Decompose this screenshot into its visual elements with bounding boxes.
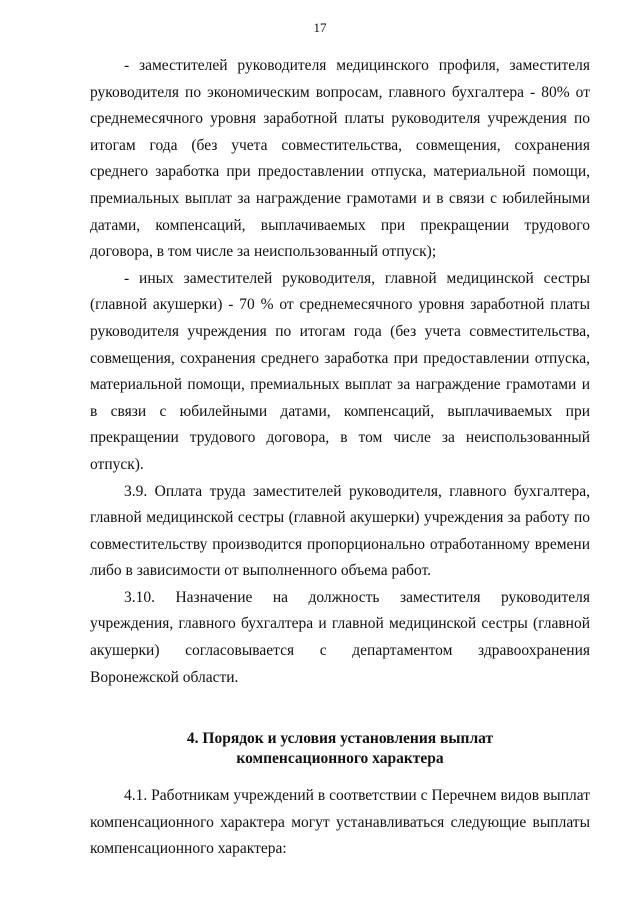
paragraph-other-deputies: - иных заместителей руководителя, главной медицинской сестры (главной акушерки) - 70 % от среднемесячного уровня заработной платы руководителя учреждения по итогам года (без учета совместительства, совмещения, сохранения среднего заработка при предоставлении отпуска, материальной помощи, премиальных выплат за награждение грамотами и в связи с юбилейными датами, компенсаций, выплачиваемых при прекращении трудового договора, в том числе за неиспользованный отпуск).: [90, 269, 590, 473]
page-number: 17: [313, 20, 327, 35]
section-4-heading: [90, 729, 590, 769]
section-4-heading-line-2: компенсационного характера: [236, 750, 444, 768]
paragraph-3-9: 3.9. Оплата труда заместителей руководителя, главного бухгалтера, главной медицинской сестры (главной акушерки) учреждения за работу по совместительству производится пропорционально отработанному времени либо в зависимости от выполненного объема работ.: [90, 482, 590, 580]
paragraph-deputies-medical-profile: - заместителей руководителя медицинского профиля, заместителя руководителя по экономическим вопросам, главного бухгалтера - 80% от среднемесячного уровня заработной платы руководителя учреждения по итогам года (без учета совместительства, совмещения, сохранения среднего заработка при предоставлении отпуска, материальной помощи, премиальных выплат за награждение грамотами и в связи с юбилейными датами, компенсаций, выплачиваемых при прекращении трудового договора, в том числе за неиспользованный отпуск);: [90, 57, 590, 261]
paragraph-4-1: 4.1. Работникам учреждений в соответствии с Перечнем видов выплат компенсационного характера могут устанавливаться следующие выплаты компенсационного характера:: [90, 787, 590, 858]
paragraph-3-10: 3.10. Назначение на должность заместителя руководителя учреждения, главного бухгалтера и главной медицинской сестры (главной акушерки) согласовывается с департаментом здравоохранения Воронежской области.: [90, 588, 590, 686]
section-4-heading-line-1: 4. Порядок и условия установления выплат: [186, 730, 494, 748]
document-body: [90, 53, 590, 863]
